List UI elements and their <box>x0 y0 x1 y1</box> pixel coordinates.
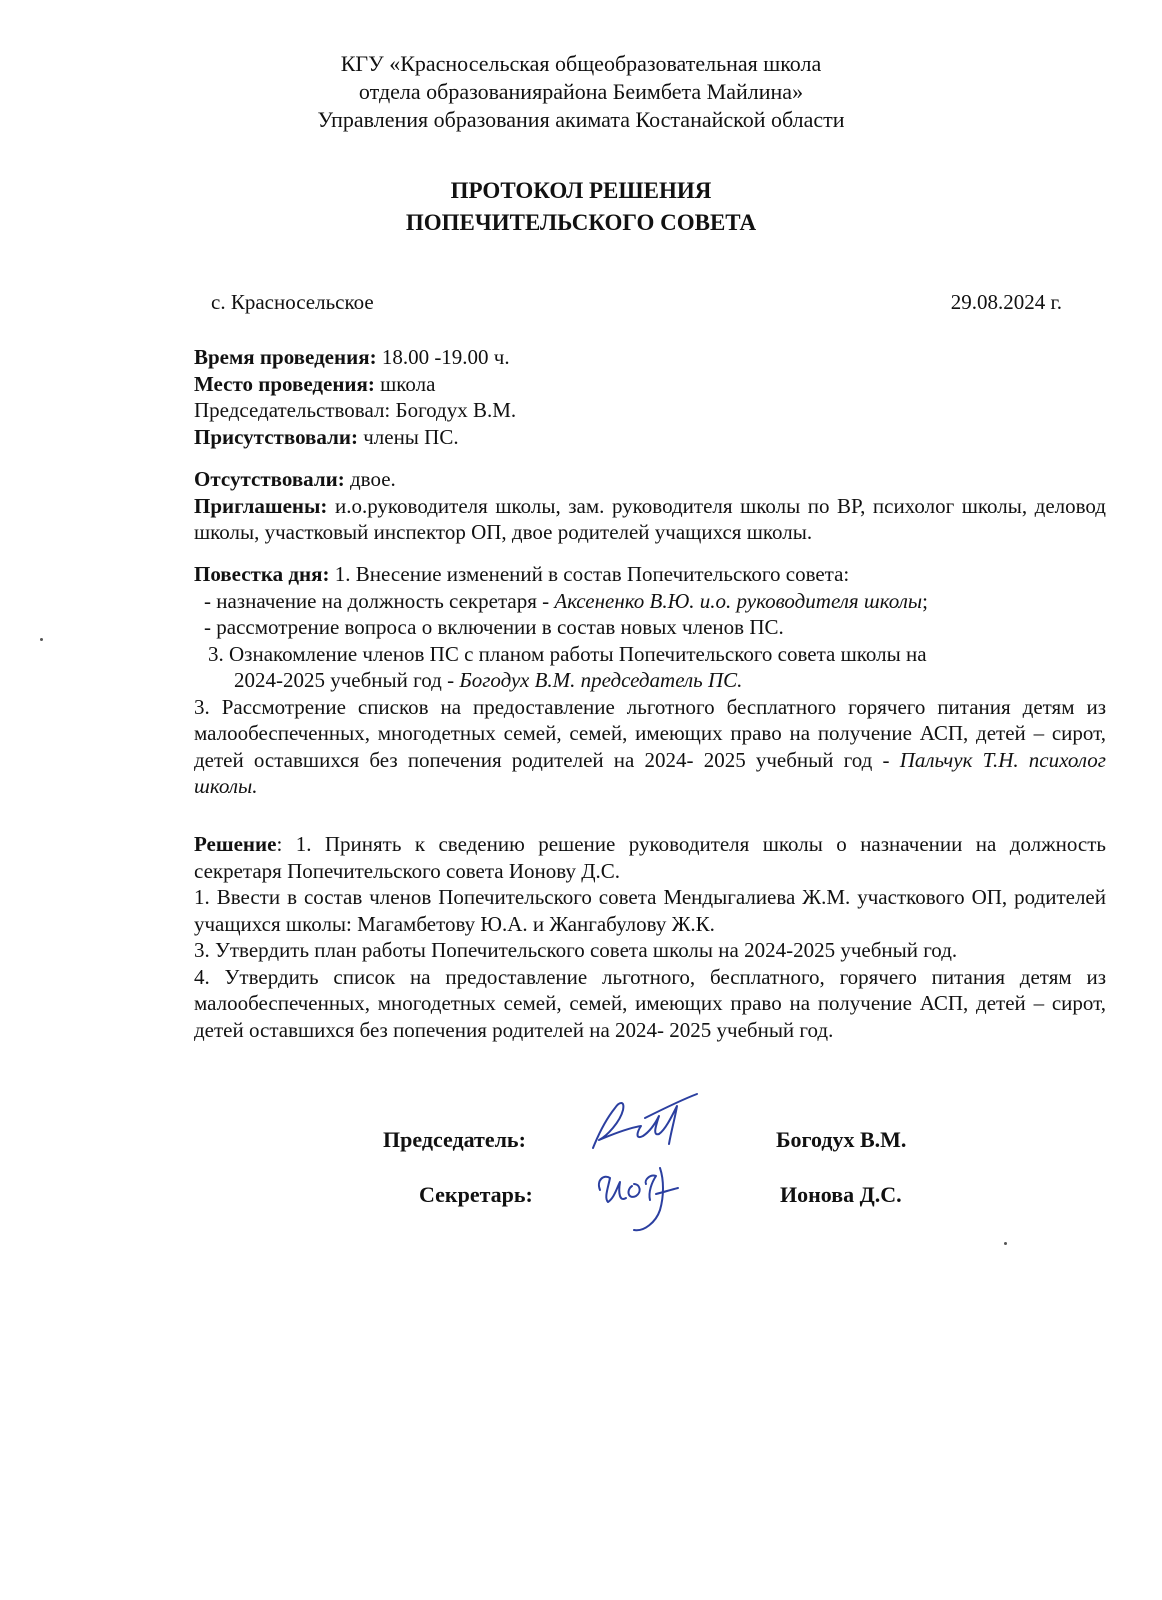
organization-header <box>0 50 1162 134</box>
meeting-location <box>194 371 1106 398</box>
meeting-location-value: школа <box>374 371 436 396</box>
decision-item-4: 4. Утвердить список на предоставление льготного, бесплатного, горячего питания детям из малообеспеченных, многодетных семей, семей, имеющих право на получение АСП, детей – сирот, детей оставшихся без попечения родителей на 2024- 2025 учебный год. <box>194 964 1106 1042</box>
meeting-invited <box>194 493 1106 546</box>
attendance-info <box>194 466 1106 546</box>
meeting-present <box>194 424 1106 451</box>
meeting-invited-label: Приглашены: <box>194 493 328 518</box>
meeting-info <box>194 344 1106 450</box>
agenda-item-3 <box>194 694 1106 800</box>
secretary-signature-label: Секретарь: <box>419 1182 533 1207</box>
chair-handwritten-signature <box>585 1088 705 1158</box>
document-title <box>0 175 1162 239</box>
title-line-1: ПРОТОКОЛ РЕШЕНИЯ <box>450 178 712 203</box>
agenda-item-2-continued <box>194 667 1106 694</box>
header-line-2: отдела образованиярайона Беимбета Майлина» <box>358 79 804 104</box>
chair-name: Богодух В.М. <box>776 1127 907 1152</box>
agenda-item-3-text: 3. Рассмотрение списков на предоставление льготного бесплатного горячего питания детям из малообеспеченных, многодетных семей, семей, имеющих право на получение АСП, детей – сирот, детей оставшихся без попечения родителей на 2024- 2025 учебный год - <box>194 694 1106 772</box>
meeting-present-value: члены ПС. <box>357 424 459 449</box>
agenda-subitem-1-person: Аксененко В.Ю. и.о. руководителя школы <box>554 588 923 613</box>
place-of-document: с. Красносельское <box>211 290 374 314</box>
meeting-absent <box>194 466 1106 493</box>
decision-label: Решение <box>194 832 277 856</box>
agenda-item-3-person: Пальчук Т.Н. психолог школы. <box>194 747 1106 798</box>
scan-speck <box>40 638 43 641</box>
meeting-invited-value: и.о.руководителя школы, зам. руководителя школы по ВР, психолог школы, деловод школы, участковый инспектор ОП, двое родителей учащихся школы. <box>194 493 1106 544</box>
chair-signature-label: Председатель: <box>383 1127 526 1152</box>
meeting-location-label: Место проведения: <box>194 371 375 396</box>
secretary-handwritten-signature <box>590 1160 690 1240</box>
secretary-name: Ионова Д.С. <box>780 1182 902 1207</box>
decision-item-1-text: : 1. Принять к сведению решение руководителя школы о назначении на должность секретаря Попечительского совета Ионову Д.С. <box>194 832 1106 883</box>
decision-item-2: 1. Ввести в состав членов Попечительского совета Мендыгалиева Ж.М. участкового ОП, родителей учащихся школы: Магамбетову Ю.А. и Жангабулову Ж.К. <box>194 885 1106 936</box>
agenda-item-1 <box>194 561 1106 588</box>
agenda-item-2-person: Богодух В.М. председатель ПС. <box>459 668 743 692</box>
meeting-present-label: Присутствовали: <box>194 424 358 449</box>
agenda-subitem-1-text: - назначение на должность секретаря - <box>204 588 555 613</box>
document-date: 29.08.2024 г. <box>950 290 1062 314</box>
agenda-subitem-1-end: ; <box>922 588 928 613</box>
agenda-subitem-1 <box>194 588 1106 615</box>
meeting-chair: Председательствовал: Богодух В.М. <box>194 398 517 422</box>
header-line-3: Управления образования акимата Костанайской области <box>317 107 845 132</box>
title-line-2: ПОПЕЧИТЕЛЬСКОГО СОВЕТА <box>405 210 757 235</box>
header-line-1: КГУ «Красносельская общеобразовательная школа <box>340 51 822 76</box>
agenda-item-2-cont-text: 2024-2025 учебный год - <box>234 668 460 692</box>
decision-item-3: 3. Утвердить план работы Попечительского совета школы на 2024-2025 учебный год. <box>194 938 958 962</box>
decision-section <box>194 831 1106 1043</box>
meeting-absent-label: Отсутствовали: <box>194 467 345 491</box>
agenda-subitem-2: - рассмотрение вопроса о включении в состав новых членов ПС. <box>204 615 784 639</box>
meeting-time-value: 18.00 -19.00 ч. <box>376 345 510 369</box>
agenda-item-2: 3. Ознакомление членов ПС с планом работы Попечительского совета школы на <box>208 641 927 666</box>
meeting-absent-value: двое. <box>344 467 396 491</box>
meeting-time <box>194 344 1106 371</box>
meeting-time-label: Время проведения: <box>194 345 377 369</box>
agenda-item-1-text: 1. Внесение изменений в состав Попечительского совета: <box>329 562 850 586</box>
scan-speck <box>1004 1242 1007 1245</box>
decision-item-1 <box>194 831 1106 884</box>
agenda-label: Повестка дня: <box>194 562 330 586</box>
agenda-section <box>194 561 1106 800</box>
